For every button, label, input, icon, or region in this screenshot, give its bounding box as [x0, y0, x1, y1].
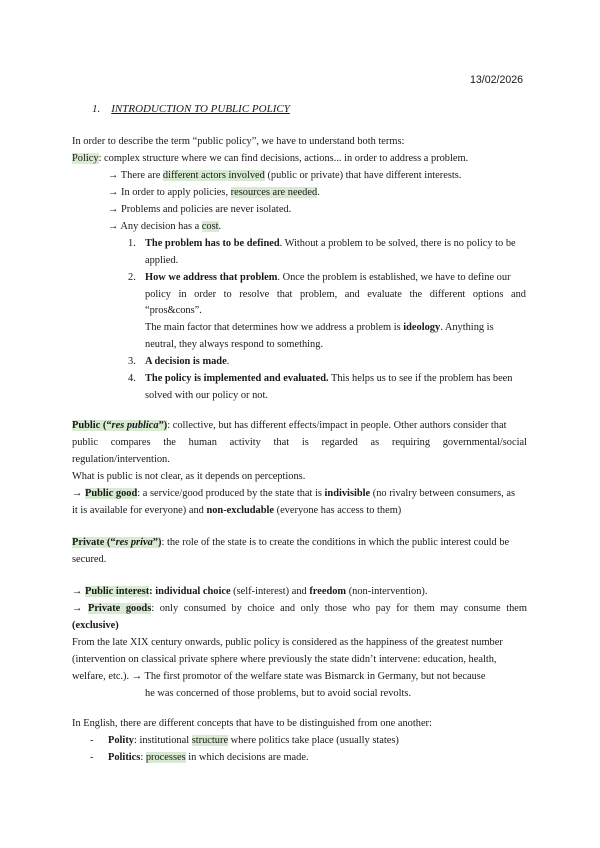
- private-goods-line-1: → Private goods: only consumed by choice and only those who pay for them may consume them: [72, 603, 527, 614]
- step-number: 2.: [128, 272, 136, 283]
- step-1-line-1: The problem has to be defined. Without a problem to be solved, there is no policy to be: [145, 238, 516, 249]
- step-4-line-1: The policy is implemented and evaluated. This helps us to see if the problem has been: [145, 373, 513, 384]
- step-2-line-1: How we address that problem. Once the problem is established, we have to define our: [145, 272, 511, 283]
- public-line-3: regulation/intervention.: [72, 454, 170, 465]
- polity-item: Polity: institutional structure where politics take place (usually states): [108, 735, 399, 746]
- history-line-2: (intervention on classical private sphere where previously the state didn’t intervene: education, health,: [72, 654, 497, 665]
- public-interest-term: Public interest: [85, 586, 150, 597]
- step-number: 4.: [128, 373, 136, 384]
- policy-arrow-2: → In order to apply policies, resources are needed.: [108, 187, 320, 198]
- public-line-2: public compares the human activity that is regarded as requiring governmental/social: [72, 437, 527, 448]
- history-line-4: he was concerned of those problems, but to avoid social revolts.: [145, 688, 412, 699]
- section-heading: [92, 103, 290, 115]
- heading-number: 1.: [92, 103, 101, 115]
- step-4-line-2: solved with our policy or not.: [145, 390, 268, 401]
- private-term: Private (“res priva”): [72, 537, 162, 548]
- private-line-1: Private (“res priva”): the role of the state is to create the conditions in which the public interest could be: [72, 537, 510, 548]
- step-number: 3.: [128, 356, 136, 367]
- public-term: Public (“res publica”): [72, 420, 168, 431]
- step-2-line-2: policy in order to resolve that problem, and evaluate the different options and: [145, 289, 526, 300]
- public-line-4: What is public is not clear, as it depends on perceptions.: [72, 471, 306, 482]
- list-bullet: -: [90, 735, 94, 746]
- private-goods-line-2: (exclusive): [72, 620, 119, 631]
- heading-title: INTRODUCTION TO PUBLIC POLICY: [111, 103, 290, 115]
- step-2-line-3: “pros&cons”.: [145, 305, 202, 316]
- date-label: 13/02/2026: [470, 74, 524, 86]
- politics-item: Politics: processes in which decisions are made.: [108, 752, 309, 763]
- private-line-2: secured.: [72, 554, 107, 565]
- intro-line: In order to describe the term “public policy”, we have to understand both terms:: [72, 136, 405, 147]
- history-line-1: From the late XIX century onwards, public policy is considered as the happiness of the greatest number: [72, 637, 503, 648]
- private-goods-term: Private goods: [87, 603, 152, 614]
- policy-term: Policy: [72, 153, 99, 164]
- policy-arrow-1: → There are different actors involved (public or private) that have different interests.: [108, 170, 462, 181]
- policy-definition: Policy: complex structure where we can find decisions, actions... in order to address a problem.: [72, 153, 469, 164]
- list-bullet: -: [90, 752, 94, 763]
- step-3-line-1: A decision is made.: [145, 356, 230, 367]
- step-1-line-2: applied.: [145, 255, 179, 266]
- public-good-term: Public good: [85, 488, 138, 499]
- public-line-1: Public (“res publica”): collective, but has different effects/impact in people. Other authors consider that: [72, 420, 507, 431]
- step-number: 1.: [128, 238, 136, 249]
- history-line-3: welfare, etc.). → The first promotor of the welfare state was Bismarck in Germany, but not because: [72, 671, 486, 682]
- public-good-line-2: it is available for everyone) and non-excludable (everyone has access to them): [72, 505, 402, 516]
- english-intro: In English, there are different concepts that have to be distinguished from one another:: [72, 718, 432, 729]
- public-good-line-1: → Public good: a service/good produced by the state that is indivisible (no rivalry between consumers, as: [72, 488, 516, 499]
- public-interest-line: → Public interest: individual choice (self-interest) and freedom (non-intervention).: [72, 586, 428, 597]
- policy-arrow-4: → Any decision has a cost.: [108, 221, 222, 232]
- policy-arrow-3: → Problems and policies are never isolated.: [108, 204, 292, 215]
- step-2-line-4: The main factor that determines how we address a problem is ideology. Anything is: [145, 322, 494, 333]
- step-2-line-5: neutral, they always respond to something.: [145, 339, 324, 350]
